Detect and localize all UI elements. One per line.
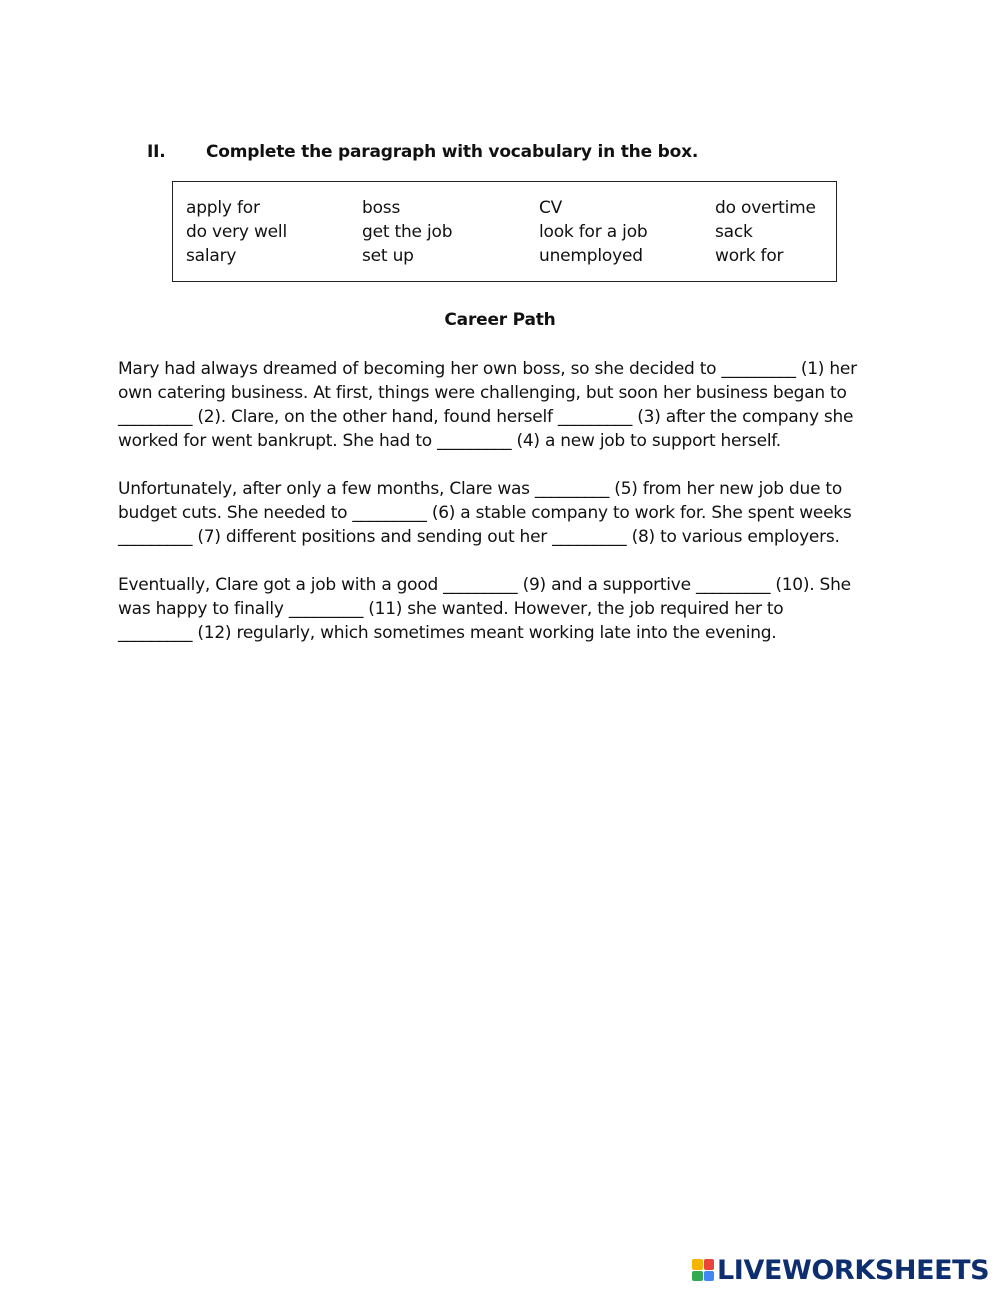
liveworksheets-logo-icon	[692, 1259, 714, 1281]
logo-tile-yellow	[692, 1259, 703, 1270]
vocab-word: get the job	[362, 222, 453, 242]
exercise-instruction: Complete the paragraph with vocabulary in the box.	[206, 142, 699, 162]
logo-text: LIVEWORKSHEETS	[717, 1254, 990, 1286]
liveworksheets-logo[interactable]	[692, 1255, 989, 1285]
logo-tile-red	[704, 1259, 715, 1270]
vocab-word: do overtime	[715, 198, 816, 218]
paragraph-1	[118, 357, 893, 453]
paragraph-line: _________ (7) different positions and sending out her _________ (8) to various employers.	[118, 527, 840, 547]
vocab-word: look for a job	[539, 222, 648, 242]
vocab-word: unemployed	[539, 246, 643, 266]
exercise-number: II.	[147, 142, 166, 162]
logo-tile-green	[692, 1271, 703, 1282]
vocab-word: set up	[362, 246, 414, 266]
paragraph-line: worked for went bankrupt. She had to _________ (4) a new job to support herself.	[118, 431, 781, 451]
paragraph-2	[118, 477, 893, 549]
paragraph-line: _________ (2). Clare, on the other hand, found herself _________ (3) after the company she	[118, 407, 854, 427]
vocab-word: work for	[715, 246, 784, 266]
paragraph-line: was happy to finally _________ (11) she wanted. However, the job required her to	[118, 599, 784, 619]
exercise-heading	[147, 142, 698, 162]
paragraph-line: Mary had always dreamed of becoming her own boss, so she decided to _________ (1) her	[118, 359, 857, 379]
vocab-word: do very well	[186, 222, 287, 242]
vocabulary-box	[172, 181, 837, 282]
paragraph-3	[118, 573, 893, 645]
paragraph-line: Unfortunately, after only a few months, Clare was _________ (5) from her new job due to	[118, 479, 842, 499]
logo-tile-blue	[704, 1271, 715, 1282]
vocab-word: boss	[362, 198, 401, 218]
passage-title: Career Path	[444, 310, 556, 330]
vocab-word: CV	[539, 198, 563, 218]
paragraph-line: budget cuts. She needed to _________ (6) a stable company to work for. She spent weeks	[118, 503, 852, 523]
vocab-word: salary	[186, 246, 237, 266]
paragraph-line: _________ (12) regularly, which sometimes meant working late into the evening.	[118, 623, 777, 643]
paragraph-line: Eventually, Clare got a job with a good _________ (9) and a supportive _________ (10). She	[118, 575, 851, 595]
vocabulary-grid	[186, 196, 835, 268]
paragraph-line: own catering business. At first, things were challenging, but soon her business began to	[118, 383, 847, 403]
vocab-word: apply for	[186, 198, 260, 218]
vocab-word: sack	[715, 222, 753, 242]
